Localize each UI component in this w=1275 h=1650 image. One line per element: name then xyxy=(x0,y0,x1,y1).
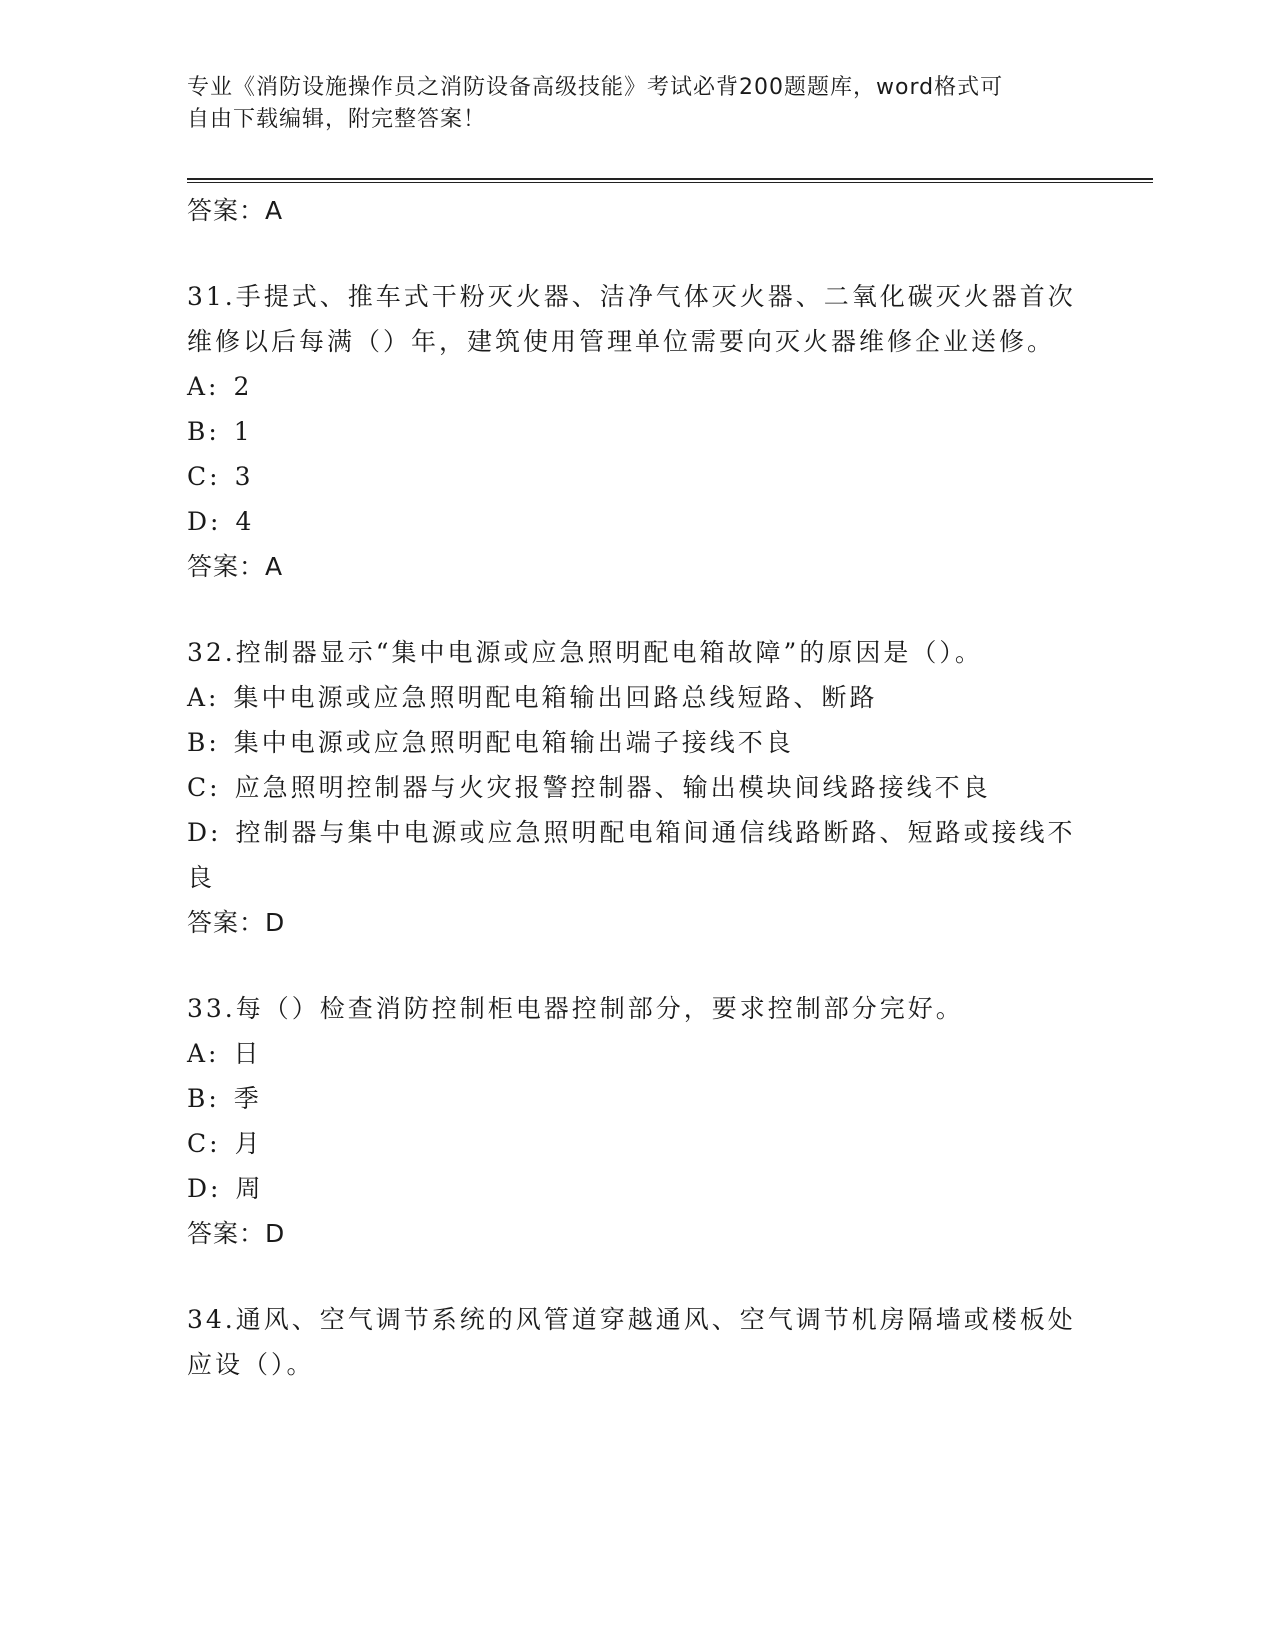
option-a xyxy=(187,675,1077,720)
header-line-1: 专业《消防设施操作员之消防设备高级技能》考试必背200题题库，word格式可 xyxy=(187,75,1004,100)
option-text: 1 xyxy=(233,417,253,446)
option-b xyxy=(187,1076,1077,1121)
option-label: D: xyxy=(187,507,222,536)
option-text: 月 xyxy=(234,1129,263,1158)
option-c xyxy=(187,1121,1077,1166)
option-text: 4 xyxy=(235,507,255,536)
option-d xyxy=(187,499,1077,544)
option-label: D: xyxy=(187,1174,222,1203)
option-c xyxy=(187,765,1077,810)
header-line-2: 自由下载编辑，附完整答案！ xyxy=(187,107,487,132)
option-d xyxy=(187,1166,1077,1211)
option-text: 日 xyxy=(233,1039,262,1068)
question-text: 32.控制器显示“集中电源或应急照明配电箱故障”的原因是（）。 xyxy=(187,638,983,667)
answer-line: 答案：A xyxy=(187,552,284,581)
question-33 xyxy=(187,986,1087,1257)
option-text: 集中电源或应急照明配电箱输出端子接线不良 xyxy=(233,728,794,757)
option-text: 周 xyxy=(235,1174,264,1203)
option-label: D: xyxy=(187,818,222,847)
answer-line: 答案：D xyxy=(187,908,286,937)
option-text: 应急照明控制器与火灾报警控制器、输出模块间线路接线不良 xyxy=(234,773,991,802)
option-label: B: xyxy=(187,728,220,757)
option-label: B: xyxy=(187,417,220,446)
answer-line: 答案：D xyxy=(187,1219,286,1248)
answer-line: 答案：A xyxy=(187,196,284,225)
option-text: 集中电源或应急照明配电箱输出回路总线短路、断路 xyxy=(233,683,878,712)
option-text: 季 xyxy=(233,1084,262,1113)
option-text: 3 xyxy=(234,462,254,491)
option-label: C: xyxy=(187,1129,221,1158)
option-label: B: xyxy=(187,1084,220,1113)
option-b xyxy=(187,409,1077,454)
page-header xyxy=(187,72,1067,136)
option-a xyxy=(187,364,1077,409)
question-text: 31.手提式、推车式干粉灭火器、洁净气体灭火器、二氧化碳灭火器首次维修以后每满（）年，建筑使用管理单位需要向灭火器维修企业送修。 xyxy=(187,282,1076,356)
document-body xyxy=(187,188,1087,1427)
option-text: 控制器与集中电源或应急照明配电箱间通信线路断路、短路或接线不良 xyxy=(187,818,1076,892)
question-32 xyxy=(187,630,1087,946)
option-d xyxy=(187,810,1077,900)
option-label: C: xyxy=(187,462,221,491)
question-text: 33.每（）检查消防控制柜电器控制部分，要求控制部分完好。 xyxy=(187,994,964,1023)
option-label: A: xyxy=(187,683,220,712)
option-c xyxy=(187,454,1077,499)
option-b xyxy=(187,720,1077,765)
option-label: A: xyxy=(187,1039,220,1068)
option-label: C: xyxy=(187,773,221,802)
header-divider xyxy=(187,178,1153,183)
question-31 xyxy=(187,274,1087,590)
option-text: 2 xyxy=(233,372,253,401)
option-label: A: xyxy=(187,372,220,401)
question-34 xyxy=(187,1297,1087,1387)
question-text: 34.通风、空气调节系统的风管道穿越通风、空气调节机房隔墙或楼板处应设（）。 xyxy=(187,1305,1076,1379)
option-a xyxy=(187,1031,1077,1076)
